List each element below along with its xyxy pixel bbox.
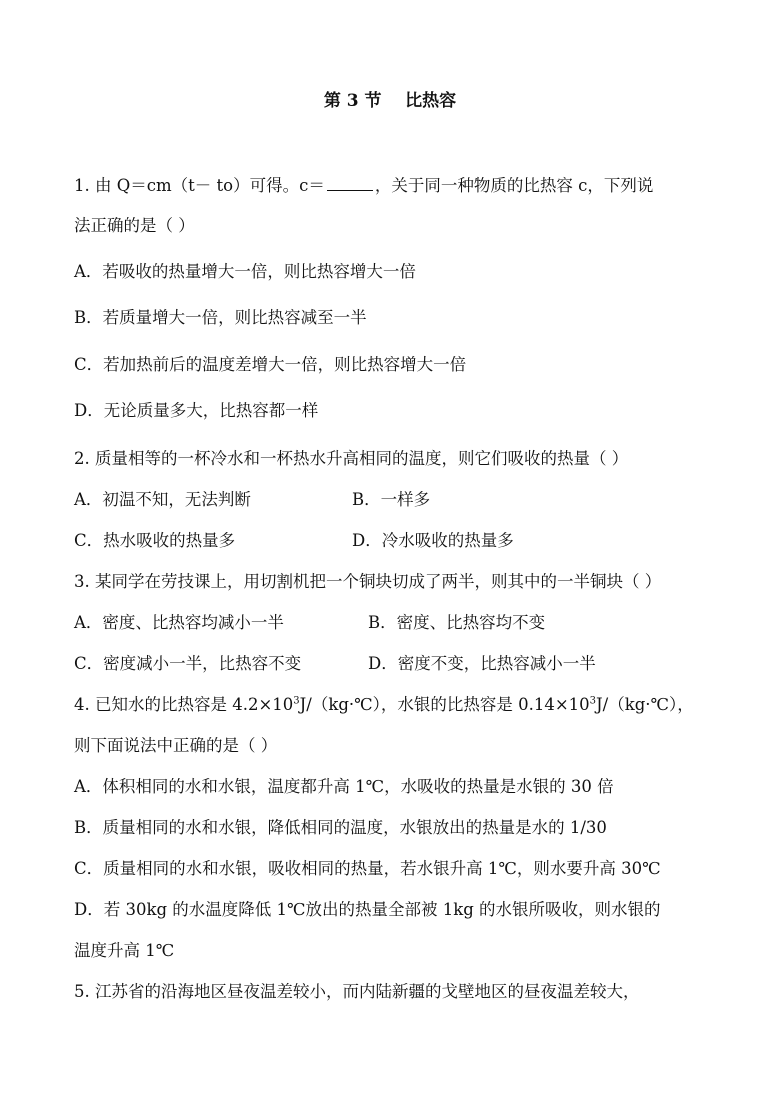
q1-option-c: C．若加热前后的温度差增大一倍，则比热容增大一倍: [74, 355, 467, 374]
q1-stem-part1: 1. 由 Q＝cm（t－ to）可得。c＝: [74, 176, 325, 195]
q1-stem-part2: ，关于同一种物质的比热容 c，下列说: [374, 176, 654, 195]
q4-stem-line1: [74, 694, 694, 716]
q4-exponent-2: 3: [589, 695, 597, 707]
q1-option-d: D．无论质量多大，比热容都一样: [74, 401, 319, 420]
q2-option-a: A．初温不知，无法判断: [74, 490, 251, 509]
q5-stem: 5. 江苏省的沿海地区昼夜温差较小，而内陆新疆的戈壁地区的昼夜温差较大，: [74, 982, 640, 1001]
q2-option-b: B．一样多: [352, 490, 431, 509]
q4-option-d: D．若 30kg 的水温度降低 1℃放出的热量全部被 1kg 的水银所吸收，则水银的: [74, 900, 661, 919]
q1-answer-blank: [327, 176, 373, 191]
q1-stem-line1: [74, 175, 653, 197]
q1-stem-line2: 法正确的是（ ）: [74, 216, 195, 235]
q3-option-d: D．密度不变，比热容减小一半: [368, 654, 596, 673]
q4-option-c: C．质量相同的水和水银，吸收相同的热量，若水银升高 1℃，则水要升高 30℃: [74, 859, 661, 878]
q3-option-c: C．密度减小一半，比热容不变: [74, 654, 302, 673]
section-title: 第 3 节 比热容: [323, 91, 457, 111]
q4-stem-part-b: J/（kg·℃），水银的比热容是 0.14×10: [299, 695, 590, 714]
q3-option-a: A．密度、比热容均减小一半: [74, 613, 284, 632]
q4-option-b: B．质量相同的水和水银，降低相同的温度，水银放出的热量是水的 1/30: [74, 818, 607, 837]
q4-option-a: A．体积相同的水和水银，温度都升高 1℃，水吸收的热量是水银的 30 倍: [74, 777, 614, 796]
q4-exponent-1: 3: [293, 695, 300, 707]
q2-option-d: D．冷水吸收的热量多: [352, 531, 514, 550]
q4-option-d-line2: 温度升高 1℃: [74, 941, 175, 960]
q2-option-c: C．热水吸收的热量多: [74, 531, 236, 550]
q4-stem-line2: 则下面说法中正确的是（ ）: [74, 736, 278, 755]
q1-option-b: B．若质量增大一倍，则比热容减至一半: [74, 308, 367, 327]
q4-stem-part-c: J/（kg·℃），: [596, 695, 694, 714]
q3-option-b: B．密度、比热容均不变: [368, 613, 546, 632]
q3-stem: 3. 某同学在劳技课上，用切割机把一个铜块切成了两半，则其中的一半铜块（ ）: [74, 572, 662, 591]
q2-stem: 2. 质量相等的一杯冷水和一杯热水升高相同的温度，则它们吸收的热量（ ）: [74, 449, 629, 468]
q4-stem-part-a: 4. 已知水的比热容是 4.2×10: [74, 695, 294, 714]
q1-option-a: A．若吸收的热量增大一倍，则比热容增大一倍: [74, 262, 416, 281]
